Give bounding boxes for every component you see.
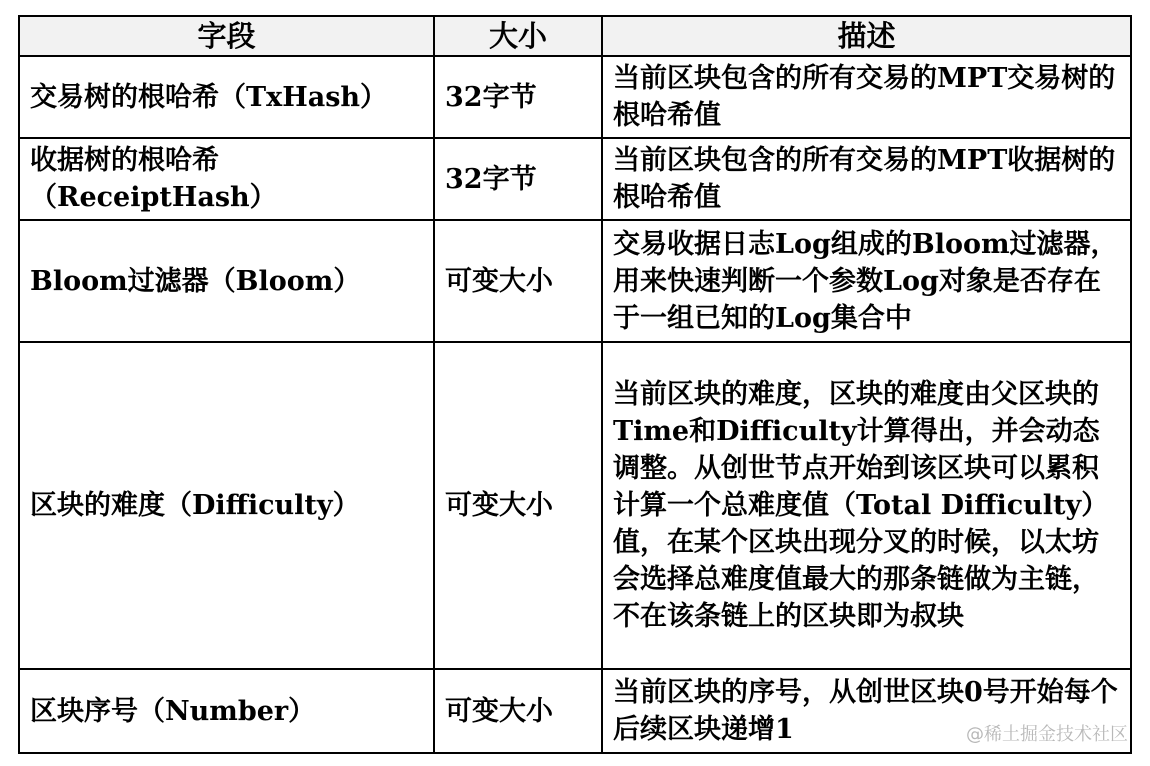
cell-description: 当前区块包含的所有交易的MPT交易树的根哈希值 xyxy=(602,56,1131,138)
cell-description: 当前区块的难度，区块的难度由父区块的Time和Difficulty计算得出，并会动态调整。从创世节点开始到该区块可以累积计算一个总难度值（Total Difficulty）值，在某个区块出现分叉的时候，以太坊会选择总难度值最大的那条链做为主链，不在该条链上的区块即为叔块 xyxy=(602,342,1131,669)
cell-field: 交易树的根哈希（TxHash） xyxy=(19,56,434,138)
cell-size: 可变大小 xyxy=(434,669,602,753)
cell-field: 区块的难度（Difficulty） xyxy=(19,342,434,669)
cell-description: 当前区块的序号，从创世区块0号开始每个后续区块递增1 xyxy=(602,669,1131,753)
cell-field: Bloom过滤器（Bloom） xyxy=(19,220,434,342)
cell-description: 交易收据日志Log组成的Bloom过滤器，用来快速判断一个参数Log对象是否存在于一组已知的Log集合中 xyxy=(602,220,1131,342)
cell-size: 可变大小 xyxy=(434,220,602,342)
cell-size: 可变大小 xyxy=(434,342,602,669)
watermark: @稀土掘金技术社区 xyxy=(966,724,1128,745)
table-row xyxy=(19,56,1131,138)
header-field: 字段 xyxy=(19,16,434,56)
table-row xyxy=(19,669,1131,753)
cell-field: 区块序号（Number） xyxy=(19,669,434,753)
cell-field: 收据树的根哈希（ReceiptHash） xyxy=(19,138,434,220)
table-row xyxy=(19,138,1131,220)
block-header-fields-table xyxy=(18,15,1132,754)
cell-size: 32字节 xyxy=(434,138,602,220)
header-size: 大小 xyxy=(434,16,602,56)
table-row xyxy=(19,220,1131,342)
table-header-row xyxy=(19,16,1131,56)
cell-description: 当前区块包含的所有交易的MPT收据树的根哈希值 xyxy=(602,138,1131,220)
header-description: 描述 xyxy=(602,16,1131,56)
cell-size: 32字节 xyxy=(434,56,602,138)
table-row xyxy=(19,342,1131,669)
